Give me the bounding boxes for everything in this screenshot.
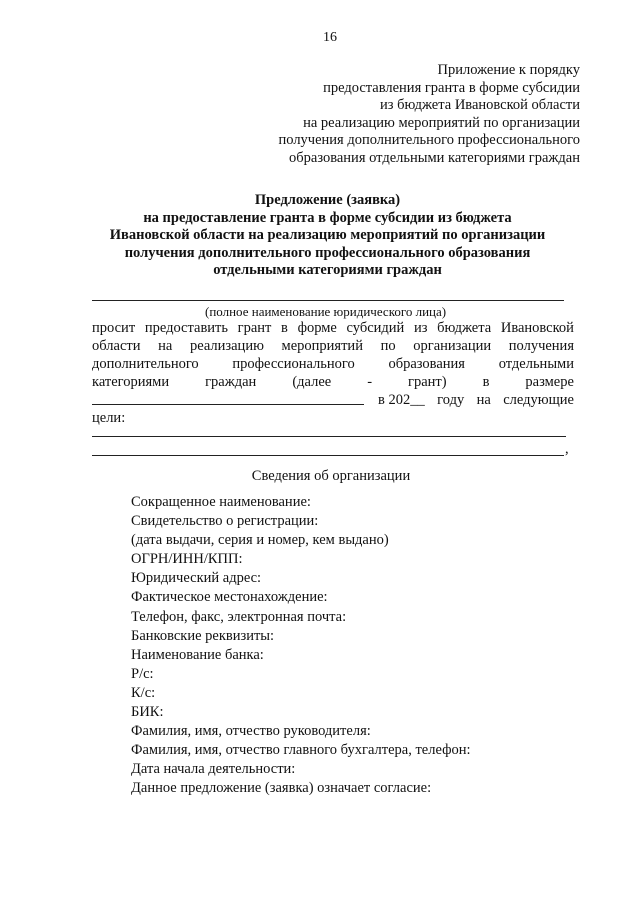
body-word: Ивановской bbox=[500, 320, 574, 336]
appendix-line: Приложение к порядку bbox=[437, 62, 580, 78]
body-word: отдельными bbox=[498, 356, 574, 372]
body-word: категориями bbox=[92, 374, 170, 390]
field-label: Фамилия, имя, отчество главного бухгалтера, телефон: bbox=[131, 742, 471, 759]
body-line-2 bbox=[92, 337, 574, 355]
body-word: бюджета bbox=[437, 320, 492, 336]
appendix-line: получения дополнительного профессионального bbox=[278, 132, 580, 149]
field-label: Свидетельство о регистрации: bbox=[131, 513, 319, 530]
body-word: грант) bbox=[408, 374, 447, 390]
body-line-1 bbox=[92, 319, 574, 337]
trailing-comma: , bbox=[565, 441, 569, 457]
field-label: Фактическое местонахождение: bbox=[131, 589, 328, 606]
body-word: на bbox=[476, 392, 491, 408]
field-label: ОГРН/ИНН/КПП: bbox=[131, 551, 243, 568]
grant-amount-blank[interactable] bbox=[92, 391, 364, 405]
appendix-line: образования отдельными категориями граждан bbox=[289, 149, 580, 166]
body-line-3 bbox=[92, 355, 574, 373]
document-title bbox=[80, 192, 575, 280]
amount-group bbox=[92, 391, 425, 409]
body-word: предоставить bbox=[144, 320, 228, 336]
body-word: размере bbox=[525, 374, 574, 390]
body-word: дополнительного bbox=[92, 356, 199, 372]
body-line-5 bbox=[92, 391, 574, 409]
appendix-line: на реализацию мероприятий по организации bbox=[303, 114, 580, 131]
title-line: Предложение (заявка) bbox=[254, 192, 401, 208]
entity-name-caption: (полное наименование юридического лица) bbox=[205, 304, 447, 319]
body-word: в bbox=[281, 320, 288, 336]
body-word: - bbox=[367, 374, 373, 390]
title-line: получения дополнительного профессионального образования bbox=[124, 244, 531, 261]
title-line: на предоставление гранта в форме субсидии из бюджета bbox=[143, 209, 512, 226]
body-word: реализацию bbox=[189, 338, 264, 354]
field-label: БИК: bbox=[131, 704, 164, 721]
body-word: из bbox=[413, 320, 428, 336]
body-word: образования bbox=[388, 356, 465, 372]
body-word: в bbox=[482, 374, 490, 390]
body-word: субсидий bbox=[346, 320, 405, 336]
body-word: мероприятий bbox=[281, 338, 363, 354]
field-label: Дата начала деятельности: bbox=[131, 761, 296, 778]
body-word: году bbox=[437, 392, 465, 408]
body-word: области bbox=[92, 338, 141, 354]
body-word: получения bbox=[508, 338, 574, 354]
field-label: Р/с: bbox=[131, 665, 154, 682]
body-word: организации bbox=[413, 338, 492, 354]
body-word: (далее bbox=[292, 374, 332, 390]
body-word: граждан bbox=[205, 374, 257, 390]
title-line: Ивановской области на реализацию мероприятий по организации bbox=[109, 227, 546, 244]
appendix-reference bbox=[279, 62, 581, 168]
appendix-line: предоставления гранта в форме субсидии bbox=[323, 79, 580, 96]
body-word: на bbox=[158, 338, 173, 354]
field-label: Банковские реквизиты: bbox=[131, 627, 275, 644]
field-label: Фамилия, имя, отчество руководителя: bbox=[131, 723, 371, 740]
body-word: по bbox=[380, 338, 396, 354]
field-label: (дата выдачи, серия и номер, кем выдано) bbox=[131, 532, 389, 549]
field-label: Наименование банка: bbox=[131, 646, 264, 663]
field-label: К/с: bbox=[131, 684, 156, 701]
organization-fields bbox=[131, 493, 471, 799]
field-label: Сокращенное наименование: bbox=[131, 494, 311, 510]
body-word: следующие bbox=[503, 392, 574, 408]
title-line: отдельными категориями граждан bbox=[213, 262, 442, 279]
body-word: профессионального bbox=[232, 356, 355, 372]
body-line-4 bbox=[92, 373, 574, 391]
appendix-line: из бюджета Ивановской области bbox=[380, 97, 580, 114]
body-word: форме bbox=[297, 320, 337, 336]
body-word: просит bbox=[92, 320, 136, 336]
field-label: Юридический адрес: bbox=[131, 570, 262, 587]
field-label: Телефон, факс, электронная почта: bbox=[131, 608, 347, 625]
purpose-label: цели: bbox=[92, 410, 126, 426]
body-word: в 202__ bbox=[378, 392, 425, 408]
entity-name-blank-line[interactable] bbox=[92, 300, 564, 301]
page-number: 16 bbox=[323, 30, 337, 45]
field-label: Данное предложение (заявка) означает согласие: bbox=[131, 780, 432, 797]
purpose-blank-line-1[interactable] bbox=[92, 436, 566, 437]
purpose-blank-line-2[interactable] bbox=[92, 455, 564, 456]
section-title: Сведения об организации bbox=[251, 468, 411, 484]
body-word: грант bbox=[237, 320, 272, 336]
